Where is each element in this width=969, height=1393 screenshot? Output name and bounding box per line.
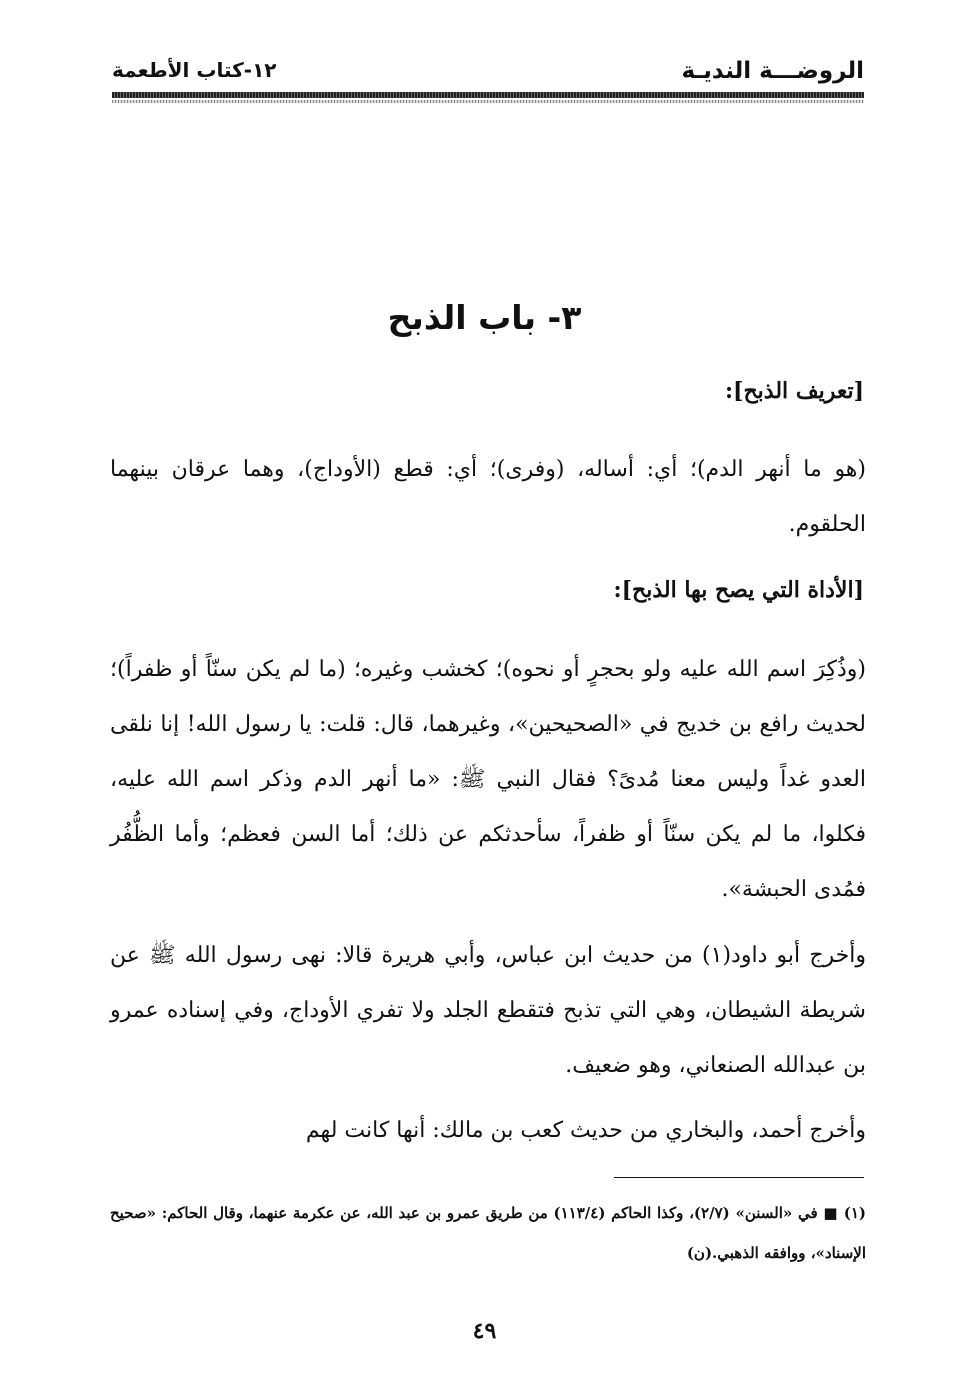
chapter-title: ٣- باب الذبح	[387, 298, 582, 337]
header-rule-thin	[112, 100, 864, 103]
abu-dawud-paragraph: وأخرج أبو داود(١) من حديث ابن عباس، وأبي هريرة قالا: نهى رسول الله ﷺ عن شريطة الشيطان، وهي التي تذبح فتقطع الجلد ولا تفري الأوداج، وفي إسناده عمرو بن عبدالله الصنعاني، وهو ضعيف.	[110, 943, 866, 1078]
footnote-separator	[614, 1177, 864, 1178]
tools-paragraph: (وذُكِرَ اسم الله عليه ولو بحجرٍ أو نحوه)؛ كخشب وغيره؛ (ما لم يكن سنّاً أو ظفراً)؛ لحديث رافع بن خديج في «الصحيحين»، وغيرهما، قال: قلت: يا رسول الله! إنا نلقى العدو غداً وليس معنا مُدىً؟ فقال النبي ﷺ: «ما أنهر الدم وذكر اسم الله عليه، فكلوا، ما لم يكن سنّاً أو ظفراً، سأحدثكم عن ذلك؛ أما السن فعظم؛ وأما الظُّفُر فمُدى الحبشة».	[110, 657, 866, 902]
page-number: ٤٩	[472, 1318, 497, 1344]
book-title: الروضـــة النديـة	[681, 58, 864, 84]
definition-heading: [تعريف الذبح]:	[724, 378, 864, 404]
section-title: ١٢-كتاب الأطعمة	[112, 58, 277, 82]
footnote: (١) ■ في «السنن» (٢/٧)، وكذا الحاكم (١١٣/٤) من طريق عمرو بن عبد الله، عن عكرمة عنهما، وقال الحاكم: «صحيح الإسناد»، ووافقه الذهبي.(ن)	[110, 1204, 866, 1262]
ahmad-paragraph: وأخرج أحمد، والبخاري من حديث كعب بن مالك: أنها كانت لهم	[305, 1118, 866, 1143]
running-header	[112, 58, 864, 88]
definition-paragraph: (هو ما أنهر الدم)؛ أي: أساله، (وفرى)؛ أي: قطع (الأوداج)، وهما عرقان بينهما الحلقوم.	[110, 457, 866, 537]
header-rule	[112, 92, 864, 98]
tools-heading: [الأداة التي يصح بها الذبح]:	[613, 577, 864, 603]
